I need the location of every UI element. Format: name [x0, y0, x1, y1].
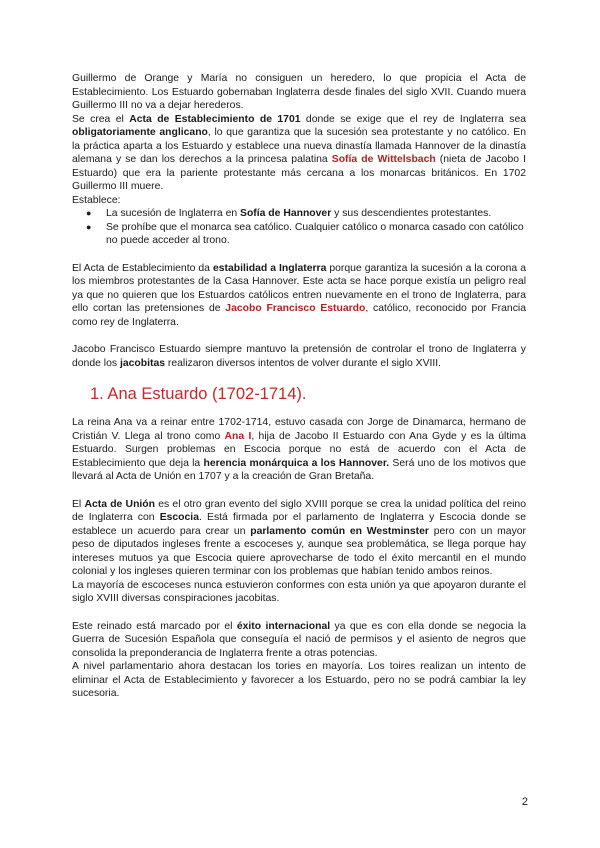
- bullet-icon: ●: [86, 221, 92, 232]
- list-item: [86, 221, 526, 248]
- bold-term: obligatoriamente anglicano: [72, 127, 208, 138]
- text: , católico, reconocido por Francia como rey de Inglaterra.: [72, 303, 526, 328]
- text: realizaron diversos intentos de volver durante el siglo XVIII.: [165, 357, 442, 369]
- text: La mayoría de escoceses nunca estuvieron conformes con esta unión ya que apoyaron durante el siglo XVIII diversas conspiraciones jacobitas.: [72, 579, 526, 604]
- bold-term: herencia monárquica a los Hannover.: [203, 457, 390, 469]
- text: , hija de Jacobo II Estuardo con Ana Gyde y es la última Estuardo. Surgen problemas en Escocia porque no está de acuerdo con el Acta de Establecimiento que deja la: [72, 430, 526, 469]
- text: Guillermo de Orange y María no consiguen un heredero, lo que propicia el Acta de Establecimiento. Los Estuardo gobernaban Inglaterra desde finales del siglo XVII. Cuando muera Guillermo III no va a dejar herederos.: [72, 73, 526, 111]
- text: y sus descendientes protestantes.: [331, 208, 492, 219]
- bold-term: Acta de Unión: [84, 498, 155, 510]
- text: (nieta de Jacobo I Estuardo) que era la pariente protestante más cercana a los monarcas británicos. En 1702 Guillermo III muere.: [72, 154, 526, 192]
- paragraph-intro: [72, 72, 526, 113]
- bold-term: éxito internacional: [236, 620, 331, 632]
- text: Será uno de los motivos que llevará al Acta de Unión en 1707 y a la creación de Gran Bretaña.: [72, 457, 526, 482]
- text: ya que es con ella donde se negocia la Guerra de Sucesión Española que conseguía el nació de permisos y el asiento de negros que consolida la preponderancia de Inglaterra frente a otras potencias.: [72, 620, 527, 659]
- text: A nivel parlamentario ahora destacan los tories en mayoría. Los toires realizan un intento de eliminar el Acta de Establecimiento y favorecer a los Estuardo, pero no se podrá cambiar la ley sucesoria.: [72, 661, 526, 699]
- paragraph-establece: [72, 194, 526, 208]
- paragraph-acta-union: [72, 498, 526, 579]
- text: Este reinado está marcado por el: [72, 620, 237, 632]
- text: , lo que garantiza que la sucesión sea protestante y no católico. En la práctica aparta a los Estuardo y establece una nueva dinastía llamada Hannover de la dinastía alemana y se dan los derechos a la princesa palatina: [72, 127, 526, 165]
- text: pero con un mayor peso de diputados ingleses frente a escoceses y, aunque sea problemática, se llega porque hay intereses mutuos ya que Escocia quiere aprovecharse de todo el éxito mercantil en el mundo colonial y los ingleses quieren terminar con los problemas que habían tenido ambos reinos.: [72, 525, 526, 577]
- paragraph-acta-establecimiento: [72, 113, 526, 194]
- bold-term: Escocia: [159, 512, 199, 523]
- text: La reina Ana va a reinar entre 1702-1714, estuvo casada con Jorge de Dinamarca, hermano de Cristián V. Llega al trono como: [72, 417, 526, 442]
- text: La sucesión de Inglaterra en: [106, 208, 241, 219]
- text: donde se exige que el rey de Inglaterra sea: [300, 113, 527, 125]
- text: Establece:: [72, 194, 121, 206]
- paragraph-exito-internacional: [72, 620, 526, 661]
- text: El Acta de Establecimiento da: [72, 262, 213, 274]
- bullet-list: [72, 207, 526, 248]
- paragraph-jacobitas: [72, 343, 526, 370]
- bold-term: jacobitas: [119, 357, 165, 369]
- bold-term: Acta de Establecimiento de 1701: [129, 113, 301, 125]
- page-number: 2: [521, 796, 528, 808]
- text: Jacobo Francisco Estuardo siempre mantuvo la pretensión de controlar el trono de Inglaterra y donde los: [72, 344, 526, 369]
- paragraph-reina-ana: [72, 416, 526, 484]
- bullet-icon: ●: [86, 208, 92, 218]
- section-heading: 1. Ana Estuardo (1702-1714).: [90, 385, 307, 403]
- bold-term: Sofía de Hannover: [240, 208, 332, 219]
- bold-term: parlamento común en Westminster: [250, 525, 429, 537]
- paragraph-estabilidad: [72, 262, 526, 330]
- highlight-name: Sofía de Wittelsbach: [331, 154, 436, 165]
- highlight-name: Jacobo Francisco Estuardo: [225, 303, 366, 314]
- text: porque garantiza la sucesión a la corona a los miembros protestantes de la Casa Hannover. Este acta se hace porque existía un peligro real ya que no quieren que los Estuardos católicos entren nuevamente en el trono de Inglaterra, para ello cortan las pretensiones de: [72, 262, 526, 314]
- document-page: [72, 72, 526, 701]
- text: es el otro gran evento del siglo XVIII porque se crea la unidad política del reino de Inglaterra con: [72, 498, 526, 523]
- text: Se prohíbe que el monarca sea católico. Cualquier católico o monarca casado con católico no puede acceder al trono.: [106, 221, 524, 246]
- bold-term: estabilidad a Inglaterra: [212, 262, 327, 274]
- highlight-name: Ana I: [224, 430, 252, 442]
- paragraph-escoceses: [72, 579, 526, 606]
- paragraph-parlamentario: [72, 660, 526, 701]
- text: . Está firmada por el parlamento de Inglaterra y Escocia donde se establece un acuerdo para crear un: [72, 512, 526, 537]
- text: El: [72, 498, 85, 510]
- text: Se crea el: [72, 113, 130, 125]
- list-item: [86, 207, 526, 221]
